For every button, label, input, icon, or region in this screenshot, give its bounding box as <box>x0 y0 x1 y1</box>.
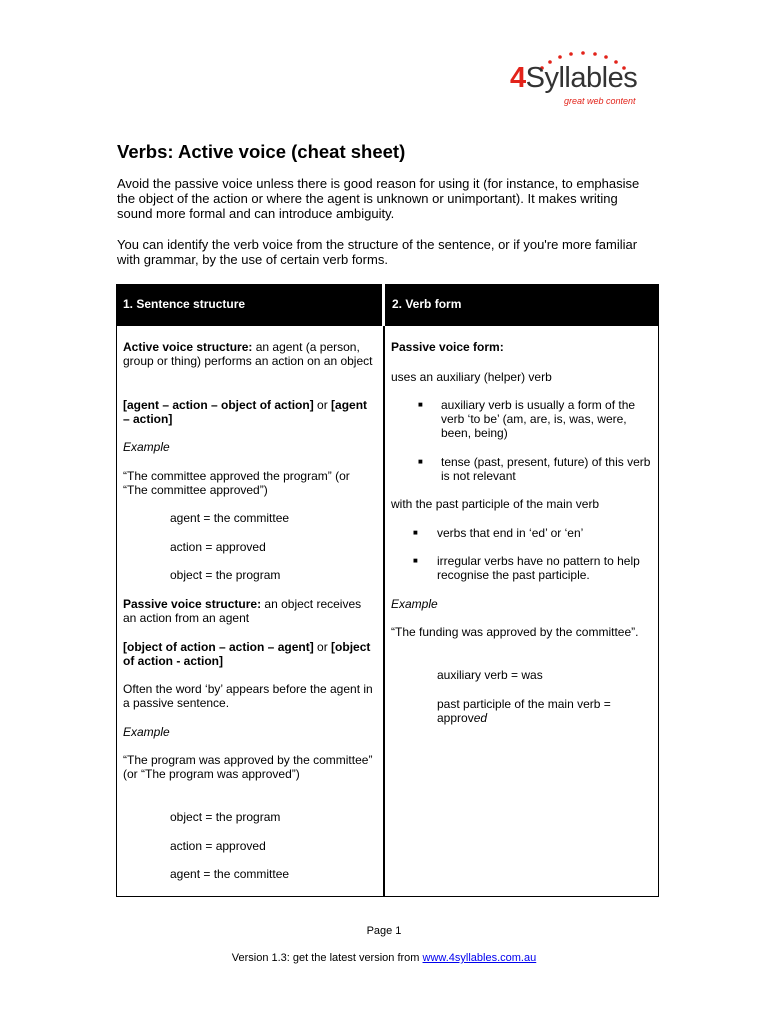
logo-wordmark: 4Syllables <box>510 62 638 94</box>
auxiliary-intro: uses an auxiliary (helper) verb <box>391 370 552 384</box>
list-item: object = the program <box>170 810 281 824</box>
list-item: verbs that end in ‘ed’ or ‘en’ <box>437 526 584 540</box>
participle-intro: with the past participle of the main verb <box>391 497 600 511</box>
list-item: action = approved <box>170 839 266 853</box>
bullet-icon: ■ <box>418 400 423 409</box>
list-item: past participle of the main verb = approved <box>437 697 611 726</box>
bullet-icon: ■ <box>418 457 423 466</box>
verb-form-example-sentence: “The funding was approved by the committee”. <box>391 625 639 639</box>
logo-tagline: great web content <box>564 96 636 106</box>
page-title: Verbs: Active voice (cheat sheet) <box>117 141 406 162</box>
footer: Version 1.3: get the latest version from www.4syllables.com.au <box>231 952 537 964</box>
example-label: Example <box>391 597 438 611</box>
list-item: object = the program <box>170 568 281 582</box>
page-number: Page 1 <box>366 925 402 937</box>
list-item: tense (past, present, future) of this verb is not relevant <box>441 455 651 484</box>
table-header-verb-form: 2. Verb form <box>385 284 659 326</box>
logo <box>506 44 656 110</box>
list-item: auxiliary verb is usually a form of the verb ‘to be’ (am, are, is, was, were, been, being) <box>441 398 636 441</box>
table-header-sentence-structure: 1. Sentence structure <box>116 284 382 326</box>
passive-voice-form-label: Passive voice form: <box>391 340 504 354</box>
list-item: auxiliary verb = was <box>437 668 543 682</box>
by-note: Often the word ‘by’ appears before the agent in a passive sentence. <box>123 682 373 711</box>
list-item: agent = the committee <box>170 867 290 881</box>
passive-voice-formula: [object of action – action – agent] or [object of action - action] <box>123 640 371 669</box>
active-voice-formula: [agent – action – object of action] or [agent – action] <box>123 398 368 427</box>
website-link[interactable]: www.4syllables.com.au <box>422 952 537 964</box>
intro-paragraph: Avoid the passive voice unless there is good reason for using it (for instance, to emphasise the object of the action or where the agent is unknown or unimportant). It makes writing sound more formal and can introduce ambiguity. <box>117 176 640 222</box>
passive-voice-definition: Passive voice structure: an object receives an action from an agent <box>123 597 362 626</box>
intro-paragraph: You can identify the verb voice from the structure of the sentence, or if you're more familiar with grammar, by the use of certain verb forms. <box>117 237 638 268</box>
list-item: agent = the committee <box>170 511 290 525</box>
example-label: Example <box>123 440 170 454</box>
list-item: irregular verbs have no pattern to help recognise the past participle. <box>437 554 640 583</box>
bullet-icon: ■ <box>413 528 418 537</box>
active-example-sentence: “The committee approved the program” (or “The committee approved”) <box>123 469 350 498</box>
example-label: Example <box>123 725 170 739</box>
passive-example-sentence: “The program was approved by the committee” (or “The program was approved”) <box>123 753 373 782</box>
bullet-icon: ■ <box>413 556 418 565</box>
active-voice-definition: Active voice structure: an agent (a person, group or thing) performs an action on an object <box>123 340 373 369</box>
list-item: action = approved <box>170 540 266 554</box>
